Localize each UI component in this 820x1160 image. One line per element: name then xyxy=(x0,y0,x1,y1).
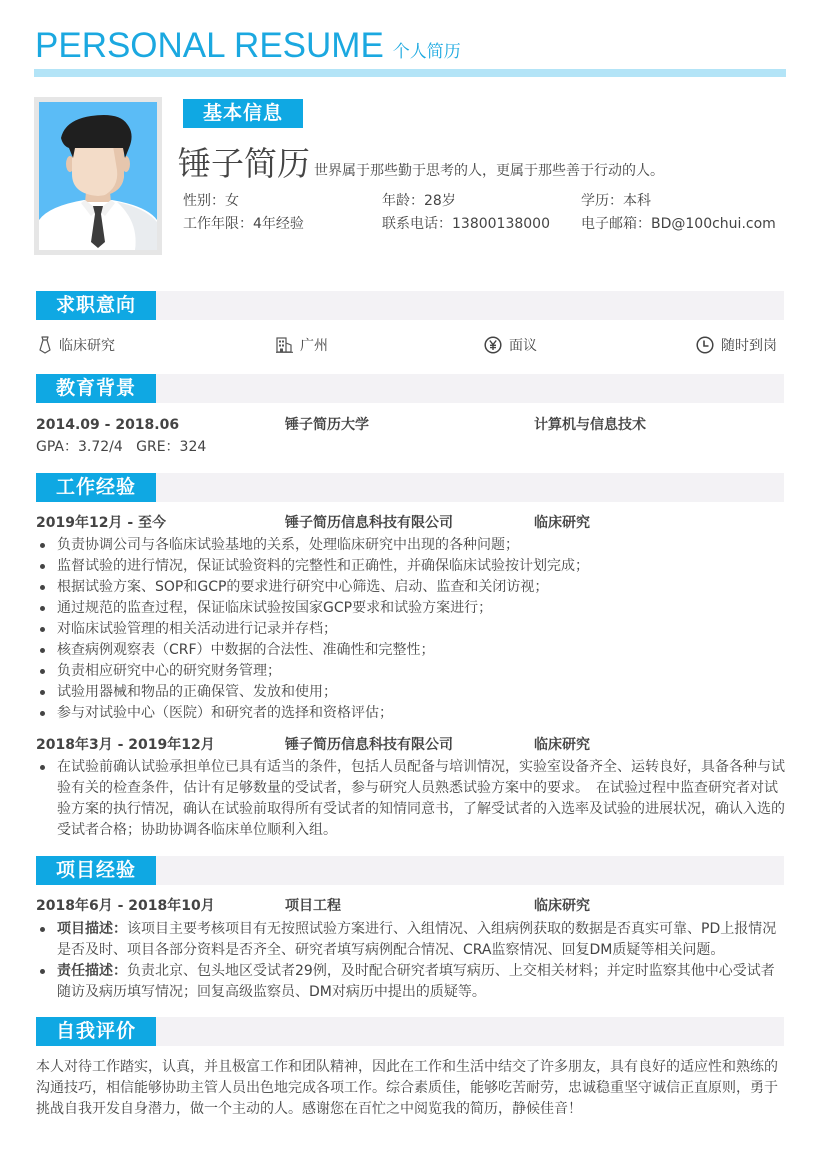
list-item: 通过规范的监查过程，保证临床试验按国家GCP要求和试验方案进行； xyxy=(36,598,788,619)
job-period: 2019年12月 - 至今 xyxy=(36,515,167,531)
header-divider-bar xyxy=(34,69,786,77)
job-row xyxy=(36,735,796,755)
intent-availability xyxy=(696,335,777,355)
title-chinese: 个人简历 xyxy=(392,42,461,62)
list-item: 参与对试验中心（医院）和研究者的选择和资格评估； xyxy=(36,703,788,724)
section-tag-basic-info: 基本信息 xyxy=(183,99,303,128)
job-duties-list xyxy=(36,535,788,724)
job-company: 锤子简历信息科技有限公司 xyxy=(285,737,453,753)
education-school: 锤子简历大学 xyxy=(285,417,369,433)
field-gender: 性别：女 xyxy=(183,193,239,209)
candidate-name: 锤子简历 xyxy=(178,144,310,183)
section-header-self-eval xyxy=(36,1017,784,1046)
list-item: 负责相应研究中心的研究财务管理； xyxy=(36,661,788,682)
list-item: 在试验前确认试验承担单位已具有适当的条件，包括人员配备与培训情况，实验室设备齐全、运转良好，具备各种与试验有关的检查条件，估计有足够数量的受试者，参与研究人员熟悉试验方案中的要求。 在试验过程中监查研究者对试验方案的执行情况，确认在试验前取得所有受试者的知情同意书，了解受试者的入选率及试验的进展状况，确认入选的受试者合格；协助协调各临床单位顺利入组。 xyxy=(36,757,788,841)
clock-icon xyxy=(696,336,714,354)
education-row xyxy=(36,415,796,435)
list-item xyxy=(36,919,788,961)
education-scores: GPA：3.72/4 GRE：324 xyxy=(36,439,207,455)
section-header-work xyxy=(36,473,784,502)
list-item: 负责协调公司与各临床试验基地的关系，处理临床研究中出现的各种问题； xyxy=(36,535,788,556)
project-role: 临床研究 xyxy=(534,898,590,914)
intent-city-label: 广州 xyxy=(300,338,328,354)
section-header-education xyxy=(36,374,784,403)
yen-icon xyxy=(484,336,502,354)
section-header-job-intent xyxy=(36,291,784,320)
project-period: 2018年6月 - 2018年10月 xyxy=(36,898,215,914)
section-tag-education: 教育背景 xyxy=(36,374,156,403)
intent-city xyxy=(276,335,328,355)
project-description-label: 项目描述： xyxy=(57,921,127,937)
list-item: 核查病例观察表（CRF）中数据的合法性、准确性和完整性； xyxy=(36,640,788,661)
tie-icon xyxy=(38,336,52,354)
list-item: 试验用器械和物品的正确保管、发放和使用； xyxy=(36,682,788,703)
job-intent-row xyxy=(36,335,784,355)
intent-salary xyxy=(484,335,537,355)
section-tag-work: 工作经验 xyxy=(36,473,156,502)
education-period: 2014.09 - 2018.06 xyxy=(36,417,180,433)
section-tag-job-intent: 求职意向 xyxy=(36,291,156,320)
list-item: 对临床试验管理的相关活动进行记录并存档； xyxy=(36,619,788,640)
education-major: 计算机与信息技术 xyxy=(534,417,646,433)
intent-position-label: 临床研究 xyxy=(59,338,115,354)
motto: 世界属于那些勤于思考的人，更属于那些善于行动的人。 xyxy=(314,163,664,179)
job-duties-list xyxy=(36,757,788,841)
list-item xyxy=(36,961,788,1003)
field-education-level: 学历：本科 xyxy=(581,193,651,209)
job-row xyxy=(36,513,796,533)
self-evaluation-text: 本人对待工作踏实，认真，并且极富工作和团队精神，因此在工作和生活中结交了许多朋友，具有良好的适应性和熟练的沟通技巧，相信能够协助主管人员出色地完成各项工作。综合素质佳，能够吃苦耐劳，忠诚稳重坚守诚信正直原则，勇于挑战自我开发自身潜力，做一个主动的人。感谢您在百忙之中阅览我的简历，静候佳音！ xyxy=(36,1059,778,1117)
info-row xyxy=(183,190,803,213)
avatar-photo xyxy=(34,97,162,255)
job-role: 临床研究 xyxy=(534,515,590,531)
field-age: 年龄：28岁 xyxy=(382,193,456,209)
responsibility-text: 负责北京、包头地区受试者29例，及时配合研究者填写病历、上交相关材料；并定时监察其他中心受试者随访及病历填写情况；回复高级监察员、DM对病历中提出的质疑等。 xyxy=(57,963,775,1000)
list-item: 监督试验的进行情况，保证试验资料的完整性和正确性，并确保临床试验按计划完成； xyxy=(36,556,788,577)
job-company: 锤子简历信息科技有限公司 xyxy=(285,515,453,531)
intent-availability-label: 随时到岗 xyxy=(721,338,777,354)
resume-header xyxy=(35,26,461,66)
job-role: 临床研究 xyxy=(534,737,590,753)
list-item: 根据试验方案、SOP和GCP的要求进行研究中心筛选、启动、监查和关闭访视； xyxy=(36,577,788,598)
info-row xyxy=(183,213,803,236)
intent-salary-label: 面议 xyxy=(509,338,537,354)
section-tag-self-eval: 自我评价 xyxy=(36,1017,156,1046)
building-icon xyxy=(276,337,293,353)
basic-info-grid xyxy=(183,190,803,236)
section-header-project xyxy=(36,856,784,885)
project-details-list xyxy=(36,919,788,1003)
project-row xyxy=(36,896,796,916)
field-phone: 联系电话：13800138000 xyxy=(382,216,550,232)
avatar-illustration-icon xyxy=(39,102,157,250)
name-line xyxy=(178,138,664,185)
job-period: 2018年3月 - 2019年12月 xyxy=(36,737,215,753)
project-name: 项目工程 xyxy=(285,898,341,914)
field-email: 电子邮箱：BD@100chui.com xyxy=(581,216,776,232)
intent-position xyxy=(38,335,115,355)
title-english: PERSONAL RESUME xyxy=(35,26,384,65)
section-tag-project: 项目经验 xyxy=(36,856,156,885)
responsibility-label: 责任描述： xyxy=(57,963,127,979)
field-work-years: 工作年限：4年经验 xyxy=(183,216,304,232)
project-description-text: 该项目主要考核项目有无按照试验方案进行、入组情况、入组病例获取的数据是否真实可靠、PD上报情况是否及时、项目各部分资料是否齐全、研究者填写病例配合情况、CRA监察情况、回复DM质疑等相关问题。 xyxy=(57,921,777,958)
